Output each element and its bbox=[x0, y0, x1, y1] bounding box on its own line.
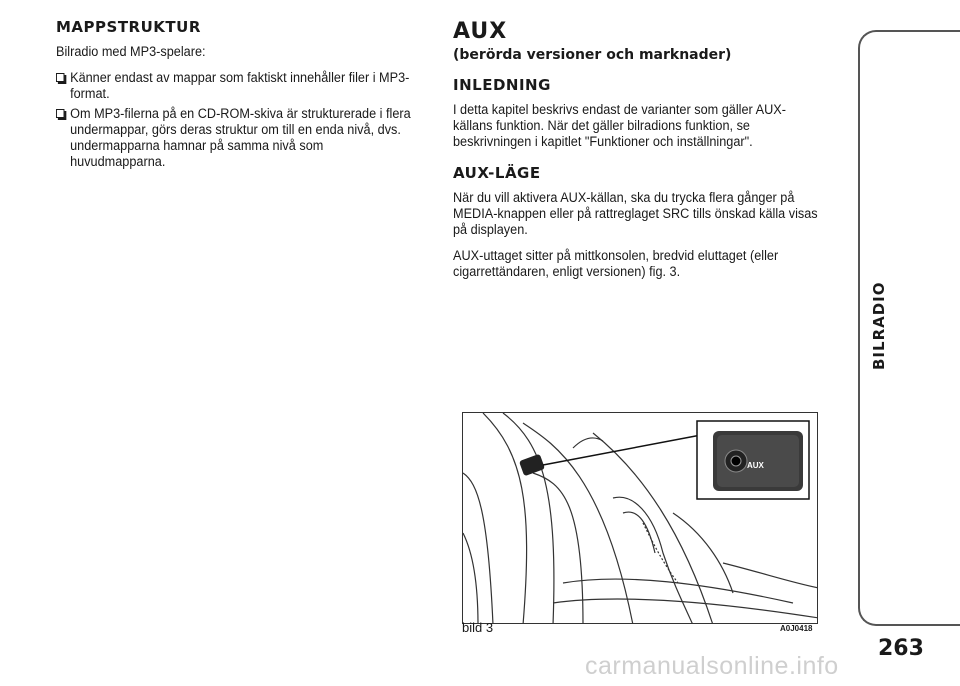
section-heading-inledning: INLEDNING bbox=[453, 76, 551, 94]
list-item-text: Känner endast av mappar som faktiskt innehåller filer i MP3-format. bbox=[70, 70, 410, 101]
console-illustration bbox=[463, 413, 818, 624]
paragraph: När du vill aktivera AUX-källan, ska du trycka flera gånger på MEDIA-knappen eller på rattreglaget SRC tills önskad källa visas på displayen. bbox=[453, 190, 818, 237]
intro-text: Bilradio med MP3-spelare: bbox=[56, 44, 206, 59]
list-item-text: Om MP3-filerna på en CD-ROM-skiva är strukturerade i flera undermappar, görs deras struktur om till en enda nivå, dvs. undermapparna hamnar på samma nivå som huvudmapparna. bbox=[70, 106, 411, 169]
figure-caption: bild 3 bbox=[462, 620, 494, 635]
figure-code: A0J0418 bbox=[780, 624, 813, 633]
figure-aux-console bbox=[462, 412, 818, 624]
aux-label: AUX bbox=[747, 461, 764, 470]
bullet-list bbox=[56, 70, 441, 170]
checkbox-bullet-icon bbox=[56, 109, 64, 118]
chapter-subtitle: (berörda versioner och marknader) bbox=[453, 47, 732, 63]
side-tab-label: BILRADIO bbox=[870, 281, 888, 370]
list-item bbox=[56, 106, 418, 170]
left-column bbox=[56, 14, 441, 174]
page-number: 263 bbox=[878, 636, 924, 661]
section-heading-mappstruktur: MAPPSTRUKTUR bbox=[56, 18, 201, 36]
paragraph: I detta kapitel beskrivs endast de varianter som gäller AUX-källans funktion. När det gäller bilradions funktion, se beskrivningen i kapitlet "Funktioner och inställningar". bbox=[453, 102, 786, 149]
chapter-title: AUX bbox=[453, 19, 508, 44]
watermark: carmanualsonline.info bbox=[585, 652, 839, 680]
checkbox-bullet-icon bbox=[56, 73, 64, 82]
paragraph: AUX-uttaget sitter på mittkonsolen, bredvid eluttaget (eller cigarrettändaren, enligt versionen) fig. 3. bbox=[453, 248, 779, 279]
list-item bbox=[56, 70, 418, 102]
section-heading-aux-lage: AUX-LÄGE bbox=[453, 164, 541, 182]
right-column bbox=[453, 14, 845, 290]
